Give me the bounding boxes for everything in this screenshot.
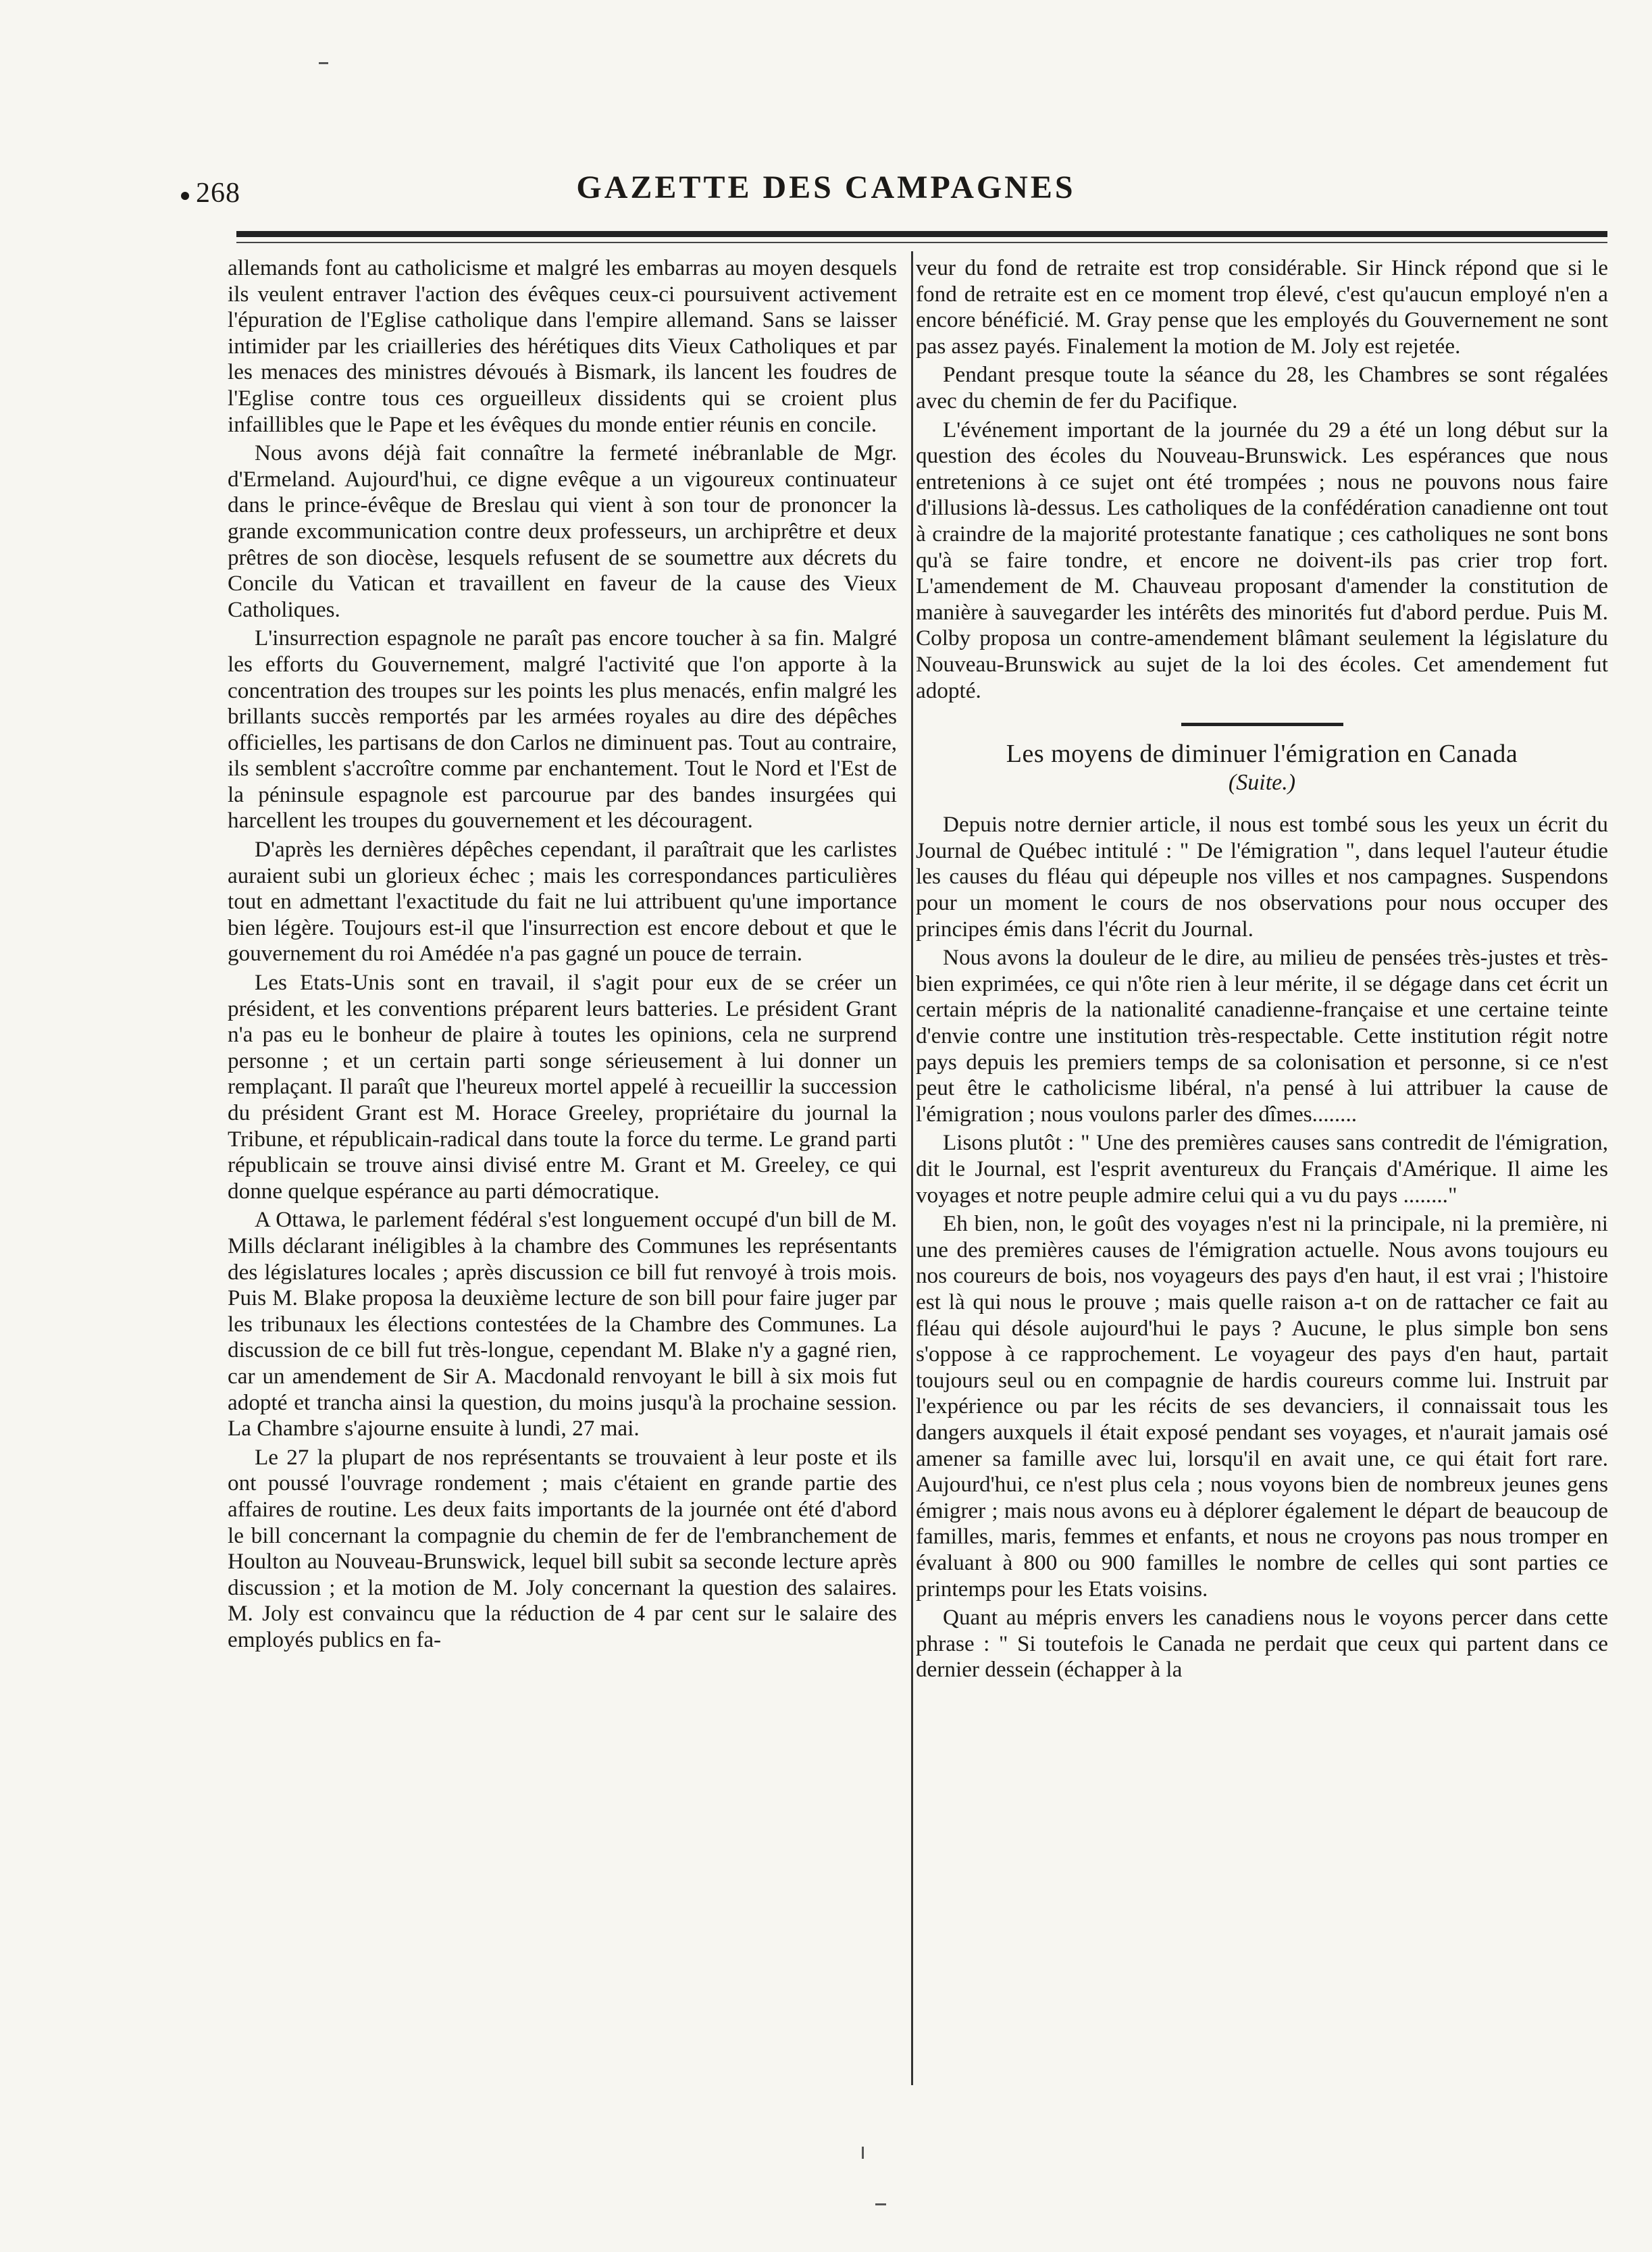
- stray-mark: [862, 2147, 864, 2159]
- paragraph: Le 27 la plupart de nos représentants se trouvaient à leur poste et ils ont poussé l'ouvrage rondement ; mais c'étaient en grande partie des affaires de routine. Les deux faits importants de la journée ont été d'abord le bill concernant la compagnie du chemin de fer de l'embranchement de Houlton au Nouveau-Brunswick, lequel bill subit sa seconde lecture après discussion ; et la motion de M. Joly concernant la question des salaires. M. Joly est convaincu que la réduction de 4 par cent sur le salaire des employés publics en fa-: [228, 1444, 897, 1652]
- paragraph: A Ottawa, le parlement fédéral s'est longuement occupé d'un bill de M. Mills déclarant inéligibles à la chambre des Communes les représentants des législatures locales ; après discussion ce bill fut renvoyé à trois mois. Puis M. Blake proposa la deuxième lecture de son bill pour faire juger par les tribunaux les élections contestées de la Chambre des Communes. La discussion de ce bill fut très-longue, cependant M. Blake n'y a gagné rien, car un amendement de Sir A. Macdonald renvoyant le bill à six mois fut adopté et trancha ainsi la question, du moins jusqu'à la prochaine session. La Chambre s'ajourne ensuite à lundi, 27 mai.: [228, 1207, 897, 1441]
- paragraph: Les Etats-Unis sont en travail, il s'agit pour eux de se créer un président, et les conventions préparent leurs batteries. Le président Grant n'a pas eu le bonheur de plaire à toutes les opinions, cela ne surprend personne ; et un certain parti songe sérieusement à lui donner un remplaçant. Il paraît que l'heureux mortel appelé à recueillir la succession du président Grant est M. Horace Greeley, propriétaire du journal la Tribune, et républicain-radical dans toute la force du terme. Le grand parti républicain se trouve ainsi divisé entre M. Grant et M. Greeley, ce qui donne quelque espérance au parti démocratique.: [228, 970, 897, 1204]
- left-column: [228, 255, 897, 1656]
- paragraph: Quant au mépris envers les canadiens nous le voyons percer dans cette phrase : " Si toutefois le Canada ne perdait que ceux qui partent dans ce dernier dessein (échapper à la: [916, 1605, 1608, 1683]
- section-subtitle: (Suite.): [1228, 769, 1296, 795]
- section-separator: [1181, 723, 1343, 726]
- stray-mark: [875, 2203, 886, 2205]
- paragraph: D'après les dernières dépêches cependant, il paraîtrait que les carlistes auraient subi un glorieux échec ; mais les correspondances particulières tout en admettant l'exactitude du fait ne lui attribuent qu'une importance bien légère. Toujours est-il que l'insurrection est encore debout et que le gouvernement du roi Amédée n'a pas gagné un pouce de terrain.: [228, 837, 897, 967]
- paragraph: Pendant presque toute la séance du 28, les Chambres se sont régalées avec du chemin de fer du Pacifique.: [916, 362, 1608, 413]
- page-number: 268: [196, 178, 240, 209]
- paragraph: Depuis notre dernier article, il nous est tombé sous les yeux un écrit du Journal de Québec intitulé : " De l'émigration ", dans lequel l'auteur étudie les causes du fléau qui dépeuple nos villes et nos campagnes. Suspendons pour un moment le cours de nos observations pour nous occuper des principes émis dans l'écrit du Journal.: [916, 812, 1608, 942]
- paragraph: veur du fond de retraite est trop considérable. Sir Hinck répond que si le fond de retraite est en ce moment trop élevé, c'est qu'aucun employé n'en a encore bénéficié. M. Gray pense que les employés du Gouvernement ne sont pas assez payés. Finalement la motion de M. Joly est rejetée.: [916, 255, 1608, 359]
- paragraph: Eh bien, non, le goût des voyages n'est ni la principale, ni la première, ni une des premières causes de l'émigration actuelle. Nous avons toujours eu nos coureurs de bois, nos voyageurs des pays d'en haut, il est vrai ; l'histoire est là qui nous le prouve ; mais quelle raison a-t on de rattacher ce fait au fléau qui désole aujourd'hui le pays ? Aucune, le plus simple bon sens s'oppose à ce rapprochement. Le voyageur des pays d'en haut, partait toujours seul ou en compagnie de hardis coureurs comme lui. Instruit par l'expérience ou par les récits de ses devanciers, il connaissait tous les dangers auxquels il était exposé pendant ses voyages, et n'aurait jamais osé amener sa famille avec lui, lorsqu'il en avait une, ce qui était fort rare. Aujourd'hui, ce n'est plus cela ; nous voyons bien de nombreux jeunes gens émigrer ; mais nous avons eu à déplorer également le départ de beaucoup de familles, maris, femmes et enfants, et nous ne croyons pas nous tromper en évaluant à 800 ou 900 familles le nombre de celles qui sont parties ce printemps pour les Etats voisins.: [916, 1211, 1608, 1602]
- paragraph: Lisons plutôt : " Une des premières causes sans contredit de l'émigration, dit le Journal, est l'esprit aventureux du Français d'Amérique. Il aime les voyages et notre peuple admire celui qui a vu du pays ........": [916, 1130, 1608, 1208]
- right-column: [916, 255, 1608, 1686]
- paragraph: L'insurrection espagnole ne paraît pas encore toucher à sa fin. Malgré les efforts du Gouvernement, malgré l'activité que l'on apporte à la concentration des troupes sur les points les plus menacés, enfin malgré les brillants succès remportés par les armées royales au dire des dépêches officielles, les partisans de don Carlos ne diminuent pas. Tout au contraire, ils semblent s'accroître comme par enchantement. Tout le Nord et l'Est de la péninsule espagnole est parcourue par des bandes insurgées qui harcellent les troupes du gouvernement et les découragent.: [228, 625, 897, 834]
- paragraph: allemands font au catholicisme et malgré les embarras au moyen desquels ils veulent entraver l'action des évêques ceux-ci poursuivent activement l'épuration de l'Eglise catholique dans l'empire allemand. Sans se laisser intimider par les criailleries des hérétiques dits Vieux Catholiques et par les menaces des ministres dévoués à Bismark, ils lancent les foudres de l'Eglise contre tous ces orgueilleux dissidents qui se croient plus infaillibles que le Pape et les évêques du monde entier réunis en concile.: [228, 255, 897, 437]
- column-divider: [911, 251, 913, 2085]
- header-rule: [236, 231, 1607, 237]
- paragraph: Nous avons la douleur de le dire, au milieu de pensées très-justes et très-bien exprimées, ce qui n'ôte rien à leur mérite, il se dégage dans cet écrit un certain mépris de la nationalité canadienne-française et une certaine teinte d'envie contre une institution très-respectable. Cette institution régit notre pays depuis les premiers temps de sa colonisation et personne, si ce n'est peut être le catholicisme libéral, n'a pensé à lui attribuer la cause de l'émigration ; nous voulons parler des dîmes........: [916, 945, 1608, 1127]
- section-title: Les moyens de diminuer l'émigration en Canada: [1006, 740, 1518, 769]
- stray-mark: [319, 62, 328, 64]
- paragraph: Nous avons déjà fait connaître la fermeté inébranlable de Mgr. d'Ermeland. Aujourd'hui, ce digne evêque a un vigoureux continuateur dans le prince-évêque de Breslau qui vient à son tour de prononcer la grande excommunication contre deux professeurs, un archiprêtre et deux prêtres de son diocèse, lesquels refusent de se soumettre aux décrets du Concile du Vatican et travaillent en faveur de la cause des Vieux Catholiques.: [228, 440, 897, 622]
- paragraph: L'événement important de la journée du 29 a été un long début sur la question des écoles du Nouveau-Brunswick. Les espérances que nous entretenions à ce sujet ont été trompées ; nous ne pouvons nous faire d'illusions là-dessus. Les catholiques de la confédération canadienne ont tout à craindre de la majorité protestante fanatique ; ces catholiques ne sont bons qu'à se faire tondre, et encore ne doivent-ils pas crier trop fort. L'amendement de M. Chauveau proposant d'amender la constitution de manière à sauvegarder les intérêts des minorités fut d'abord perdue. Puis M. Colby proposa un contre-amendement blâmant seulement la législature du Nouveau-Brunswick au sujet de la loi des écoles. Cet amendement fut adopté.: [916, 417, 1608, 703]
- header-rule-thin: [236, 242, 1607, 243]
- masthead-title: GAZETTE DES CAMPAGNES: [576, 170, 1076, 205]
